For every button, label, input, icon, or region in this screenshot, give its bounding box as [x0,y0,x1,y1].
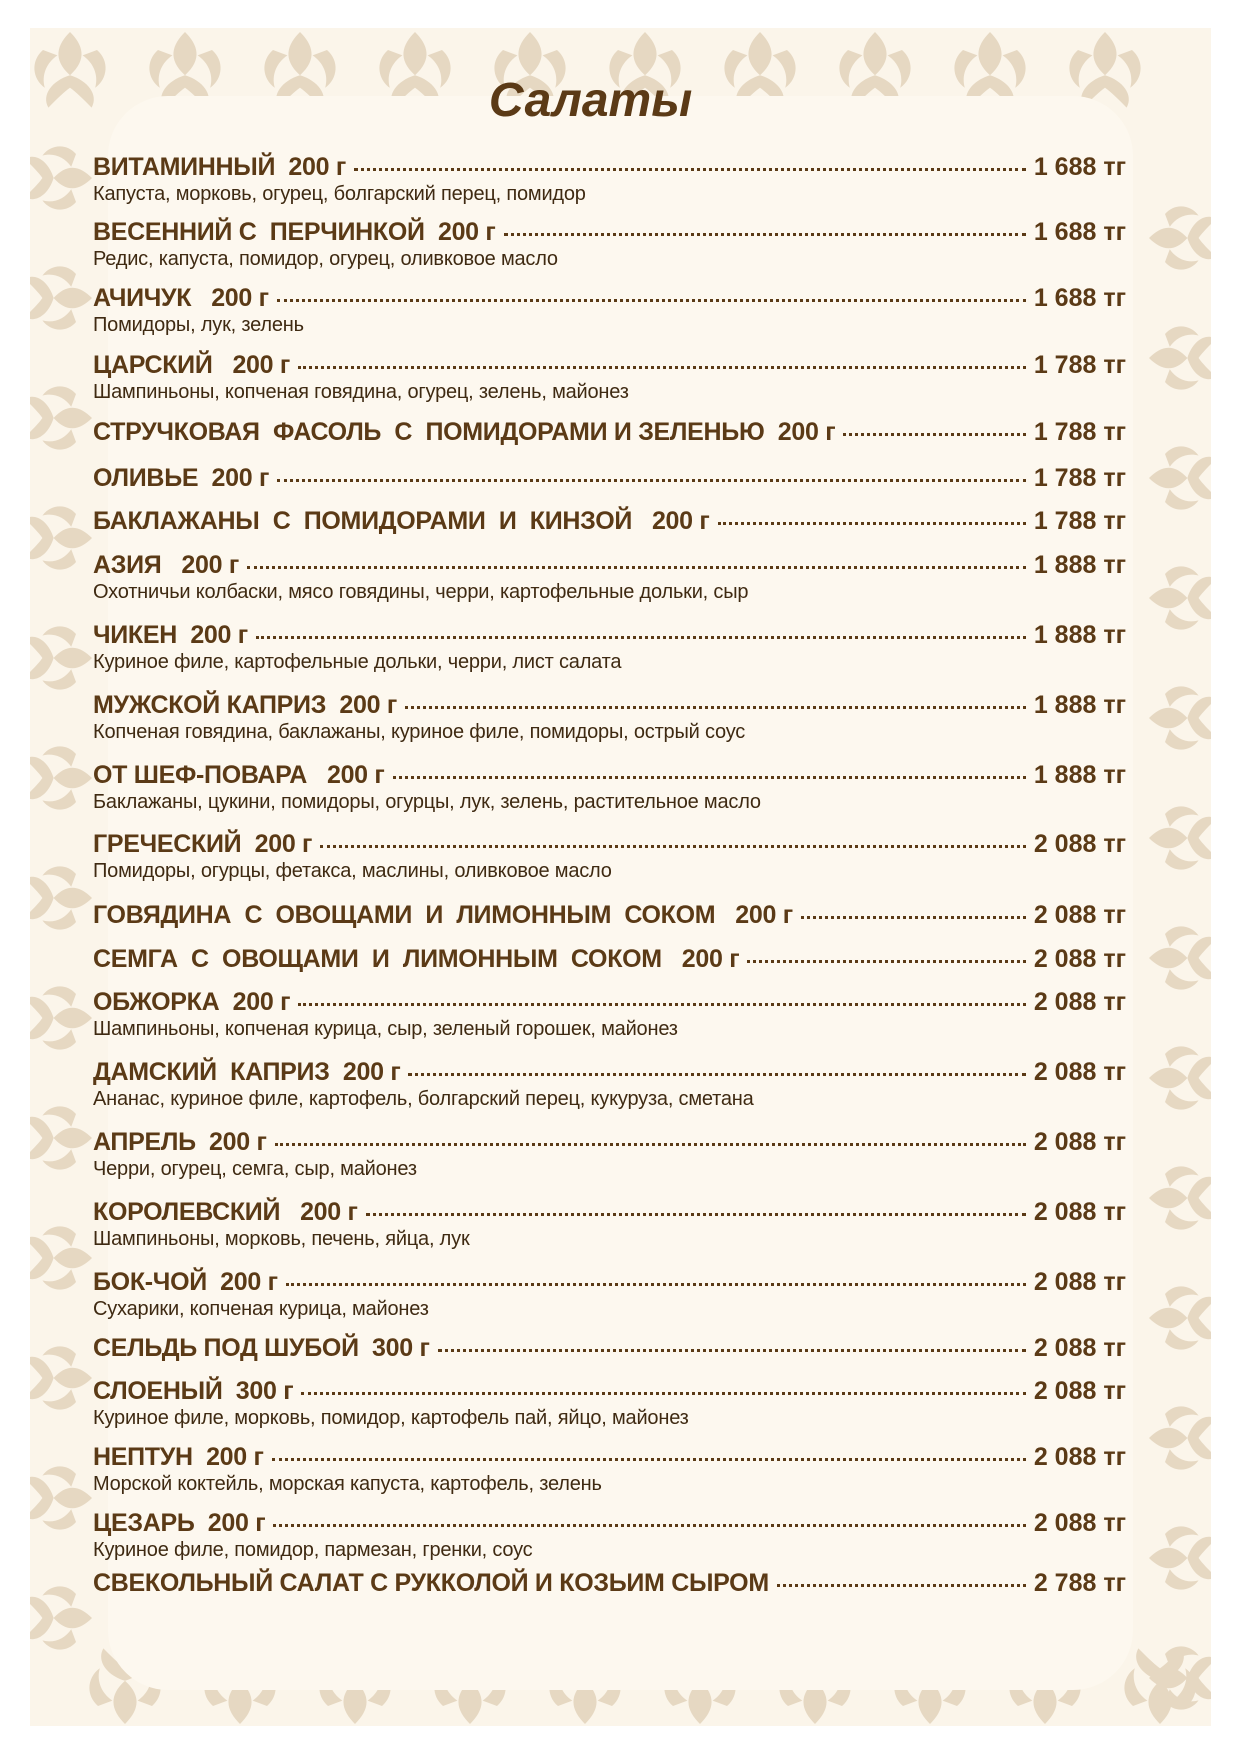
menu-item-row [93,621,1126,651]
menu-item [93,1509,1126,1562]
menu-item [93,284,1126,337]
menu-item-row [93,1569,1126,1599]
menu-item-description: Ананас, куриное филе, картофель, болгарский перец, кукуруза, сметана [93,1088,754,1110]
menu-item-description: Капуста, морковь, огурец, болгарский перец, помидор [93,183,586,205]
dot-leader [320,845,1026,848]
menu-item-price: 1 788 тг [1033,418,1126,446]
dot-leader [298,1003,1026,1006]
menu-item-description: Помидоры, лук, зелень [93,314,304,336]
ornament-motif [30,506,92,569]
menu-item-row [93,418,1126,448]
menu-item-name: ВЕСЕННИЙ С ПЕРЧИНКОЙ 200 г [93,218,496,246]
dot-leader [747,960,1025,963]
menu-item-description: Морской коктейль, морская капуста, картофель, зелень [93,1473,602,1495]
menu-item-name: СЕМГА С ОВОЩАМИ И ЛИМОННЫМ СОКОМ 200 г [93,945,740,973]
menu-item-name: КОРОЛЕВСКИЙ 200 г [93,1198,358,1226]
menu-item-row [93,351,1126,381]
menu-item-name: БАКЛАЖАНЫ С ПОМИДОРАМИ И КИНЗОЙ 200 г [93,507,710,535]
menu-item-row [93,691,1126,721]
menu-item-price: 2 088 тг [1033,1443,1126,1471]
dot-leader [286,1283,1026,1286]
dot-leader [273,1524,1025,1527]
menu-item-description: Копченая говядина, баклажаны, куриное филе, помидоры, острый соус [93,721,746,743]
menu-item-name: СЛОЕНЫЙ 300 г [93,1377,294,1405]
menu-item-name: ДАМСКИЙ КАПРИЗ 200 г [93,1058,401,1086]
menu-item [93,418,1126,448]
menu-item-name: СВЕКОЛЬНЫЙ САЛАТ С РУККОЛОЙ И КОЗЬИМ СЫРОМ [93,1569,769,1597]
ornament-motif [30,626,92,689]
dot-leader [256,636,1026,639]
dot-leader [247,566,1026,569]
dot-leader [298,366,1026,369]
menu-item-row [93,1198,1126,1228]
menu-item-description: Шампиньоны, копченая говядина, огурец, зелень, майонез [93,381,629,403]
menu-item-name: ГОВЯДИНА С ОВОЩАМИ И ЛИМОННЫМ СОКОМ 200 г [93,901,793,929]
menu-item [93,1058,1126,1111]
menu-item-price: 2 088 тг [1033,945,1126,973]
menu-item-name: АЗИЯ 200 г [93,551,239,579]
dot-leader [718,522,1026,525]
menu-item-price: 2 088 тг [1033,1058,1126,1086]
menu-item [93,1377,1126,1430]
menu-item-row [93,901,1126,931]
dot-leader [438,1349,1026,1352]
dot-leader [301,1392,1025,1395]
menu-item-row [93,464,1126,494]
menu-item-row [93,1509,1126,1539]
ornament-motif [30,986,92,1049]
menu-item-name: БОК-ЧОЙ 200 г [93,1268,278,1296]
menu-item [93,507,1126,537]
menu-item [93,1334,1126,1364]
menu-item-price: 2 088 тг [1033,1268,1126,1296]
menu-item-row [93,218,1126,248]
menu-item-price: 2 088 тг [1033,1198,1126,1226]
ornament-motif [1149,806,1211,869]
ornament-motif [30,1346,92,1409]
ornament-motif [30,1106,92,1169]
menu-item-description: Черри, огурец, семга, сыр, майонез [93,1158,417,1180]
menu-item [93,1128,1126,1181]
menu-item-row [93,284,1126,314]
menu-item-row [93,1377,1126,1407]
ornament-motif [1149,1286,1211,1349]
menu-item-price: 1 788 тг [1033,464,1126,492]
ornament-motif [1149,1166,1211,1229]
menu-item-name: ОЛИВЬЕ 200 г [93,464,270,492]
menu-item-price: 1 688 тг [1033,153,1126,181]
ornament-motif [1149,446,1211,509]
menu-item [93,1198,1126,1251]
menu-item-name: ГРЕЧЕСКИЙ 200 г [93,830,313,858]
menu-item [93,901,1126,931]
menu-item-price: 2 088 тг [1033,1509,1126,1537]
menu-item [93,945,1126,975]
dot-leader [777,1584,1026,1587]
menu-item-row [93,761,1126,791]
menu-item-description: Редис, капуста, помидор, огурец, оливковое масло [93,248,558,270]
menu-item-name: МУЖСКОЙ КАПРИЗ 200 г [93,691,397,719]
menu-item-row [93,551,1126,581]
ornament-motif [30,866,92,929]
ornament-motif [1149,926,1211,989]
menu-item-price: 1 888 тг [1033,621,1126,649]
menu-item-price: 1 788 тг [1033,507,1126,535]
menu-item [93,761,1126,814]
dot-leader [275,1143,1026,1146]
menu-item-description: Шампиньоны, морковь, печень, яйца, лук [93,1228,470,1250]
ornament-motif [1149,1046,1211,1109]
ornament-motif [30,146,92,209]
menu-item [93,1268,1126,1321]
menu-item-row [93,1128,1126,1158]
menu-item-row [93,153,1126,183]
menu-item-name: ОТ ШЕФ-ПОВАРА 200 г [93,761,385,789]
menu-item-price: 1 688 тг [1033,284,1126,312]
dot-leader [408,1073,1025,1076]
dot-leader [504,233,1026,236]
ornament-motif [30,1226,92,1289]
menu-item-name: ЦЕЗАРЬ 200 г [93,1509,266,1537]
menu-item-price: 2 088 тг [1033,1128,1126,1156]
ornament-motif [1149,326,1211,389]
ornament-motif [30,1466,92,1529]
menu-item-description: Сухарики, копченая курица, майонез [93,1298,429,1320]
ornament-motif [1149,566,1211,629]
dot-leader [354,168,1026,171]
dot-leader [277,479,1026,482]
menu-item-row [93,945,1126,975]
menu-item-name: ЧИКЕН 200 г [93,621,248,649]
menu-item-name: ОБЖОРКА 200 г [93,988,291,1016]
menu-item-row [93,1268,1126,1298]
menu-item [93,988,1126,1041]
menu-item-price: 1 888 тг [1033,691,1126,719]
menu-item [93,218,1126,271]
menu-item-price: 1 688 тг [1033,218,1126,246]
menu-item-name: АЧИЧУК 200 г [93,284,269,312]
menu-item-name: СТРУЧКОВАЯ ФАСОЛЬ С ПОМИДОРАМИ И ЗЕЛЕНЬЮ 200 г [93,418,836,446]
dot-leader [277,299,1026,302]
dot-leader [272,1458,1026,1461]
menu-item-name: ЦАРСКИЙ 200 г [93,351,291,379]
menu-item [93,464,1126,494]
ornament-motif [30,386,92,449]
menu-item [93,1443,1126,1496]
menu-item-description: Куриное филе, картофельные дольки, черри, лист салата [93,651,622,673]
menu-item-price: 2 788 тг [1033,1569,1126,1597]
menu-item-name: НЕПТУН 200 г [93,1443,264,1471]
menu-item [93,621,1126,674]
menu-item-name: АПРЕЛЬ 200 г [93,1128,267,1156]
menu-item-price: 2 088 тг [1033,830,1126,858]
menu-item-row [93,1443,1126,1473]
menu-item-description: Куриное филе, морковь, помидор, картофель пай, яйцо, майонез [93,1407,689,1429]
menu-item [93,551,1126,604]
menu-item-price: 1 788 тг [1033,351,1126,379]
menu-item [93,1569,1126,1599]
ornament-motif [1149,686,1211,749]
menu-item-description: Куриное филе, помидор, пармезан, гренки, соус [93,1539,533,1561]
menu-item-description: Баклажаны, цукини, помидоры, огурцы, лук, зелень, растительное масло [93,791,761,813]
menu-item-row [93,1334,1126,1364]
ornament-motif [30,1586,92,1649]
menu-item-name: СЕЛЬДЬ ПОД ШУБОЙ 300 г [93,1334,430,1362]
ornament-motif [30,746,92,809]
ornament-motif [1149,1406,1211,1469]
menu-item-description: Охотничьи колбаски, мясо говядины, черри, картофельные дольки, сыр [93,581,749,603]
menu-item-price: 1 888 тг [1033,761,1126,789]
menu-item-description: Помидоры, огурцы, фетакса, маслины, оливковое масло [93,860,612,882]
ornament-motif [1149,206,1211,269]
menu-item [93,691,1126,744]
dot-leader [366,1213,1026,1216]
menu-item-row [93,830,1126,860]
menu-item [93,153,1126,206]
menu-item-row [93,1058,1126,1088]
dot-leader [393,776,1026,779]
menu-item-price: 1 888 тг [1033,551,1126,579]
dot-leader [801,916,1026,919]
menu-item-price: 2 088 тг [1033,1377,1126,1405]
menu-item-price: 2 088 тг [1033,988,1126,1016]
page-title: Салаты [488,74,693,127]
menu-item-row [93,988,1126,1018]
dot-leader [843,433,1026,436]
ornament-motif [1149,1526,1211,1589]
menu-item [93,351,1126,404]
menu-item-price: 2 088 тг [1033,1334,1126,1362]
menu-item-row [93,507,1126,537]
menu-item-description: Шампиньоны, копченая курица, сыр, зеленый горошек, майонез [93,1018,678,1040]
menu-item [93,830,1126,883]
menu-item-price: 2 088 тг [1033,901,1126,929]
menu-item-name: ВИТАМИННЫЙ 200 г [93,153,346,181]
ornament-motif [30,266,92,329]
dot-leader [405,706,1026,709]
